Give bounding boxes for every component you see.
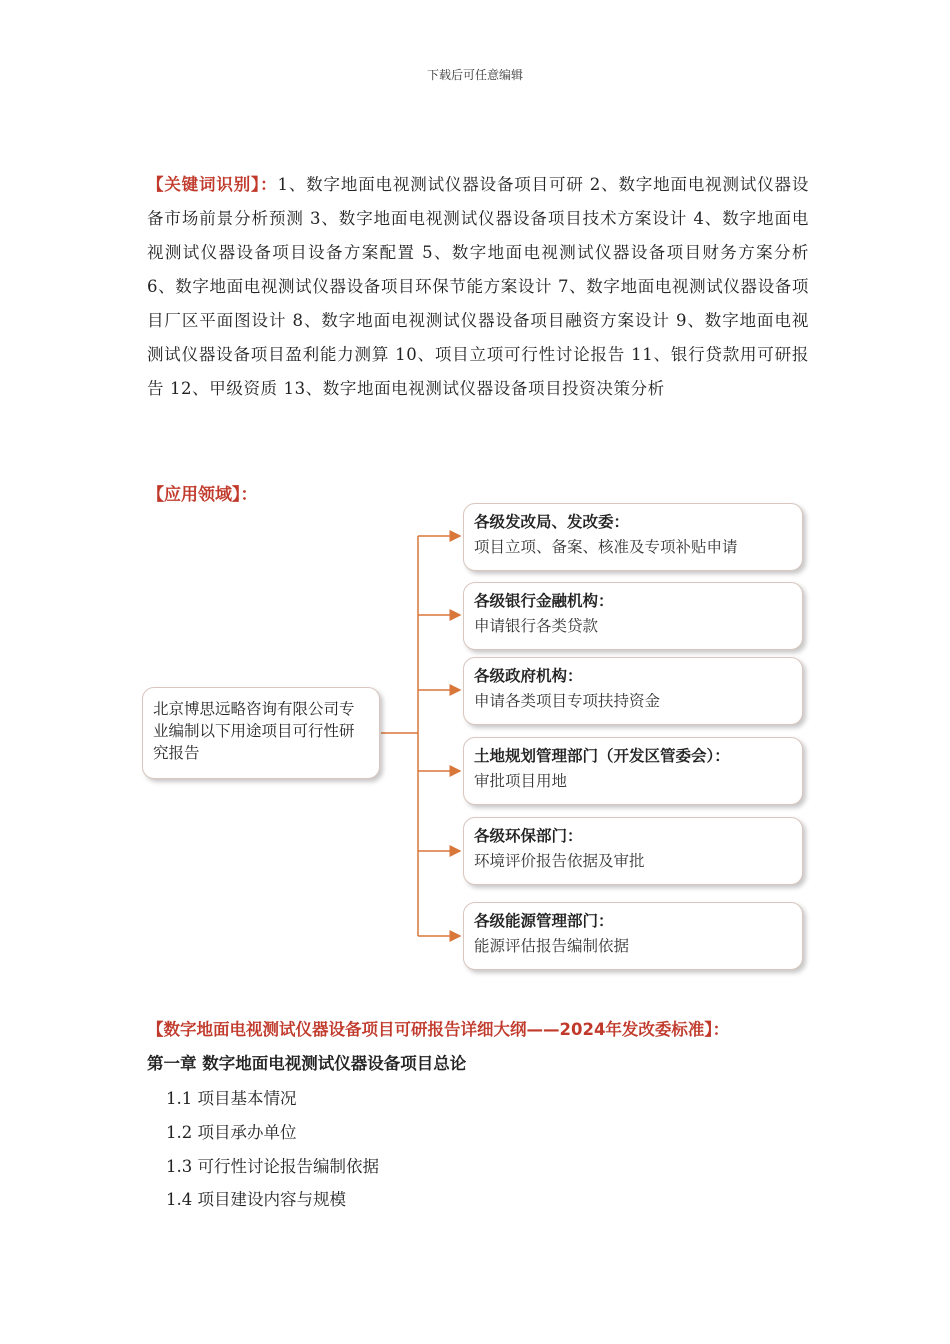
outline-title: 【数字地面电视测试仪器设备项目可研报告详细大纲——2024年发改委标准】： [147, 1020, 730, 1039]
outline-item: 1.1 项目基本情况 [166, 1089, 297, 1108]
keywords-text: 1、数字地面电视测试仪器设备项目可研 2、数字地面电视测试仪器设备市场前景分析预测 3、数字地面电视测试仪器设备项目技术方案设计 4、数字地面电视测试仪器设备项目设备方案配置 5、数字地面电视测试仪器设备项目财务方案分析 6、数字地面电视测试仪器设备项目环保节能方案设计 7、数字地面电视测试仪器设备项目厂区平面图设计 8、数字地面电视测试仪器设备项目融资方案设计 9、数字地面电视测试仪器设备项目盈利能力测算 10、项目立项可行性讨论报告 11、银行贷款用可研报告 12、甲级资质 13、数字地面电视测试仪器设备项目投资决策分析 [147, 175, 809, 398]
target-box-bank [463, 582, 803, 650]
header-note: 下载后可任意编辑 [426, 68, 523, 82]
target-desc: 能源评估报告编制依据 [474, 937, 630, 955]
target-box-ndrc [463, 503, 803, 571]
target-title: 土地规划管理部门（开发区管委会）： [474, 747, 730, 765]
target-desc: 审批项目用地 [474, 772, 568, 790]
application-label: 【应用领域】： [147, 485, 258, 505]
target-title: 各级能源管理部门： [474, 912, 614, 930]
target-box-energy [463, 902, 803, 970]
target-title: 各级政府机构： [474, 667, 583, 685]
target-desc: 环境评价报告依据及审批 [474, 852, 645, 870]
target-desc: 项目立项、备案、核准及专项补贴申请 [474, 538, 738, 556]
source-box: 北京博思远略咨询有限公司专业编制以下用途项目可行性研究报告 [142, 687, 380, 779]
chapter-title: 第一章 数字地面电视测试仪器设备项目总论 [147, 1054, 467, 1073]
target-title: 各级银行金融机构： [474, 592, 614, 610]
keywords-paragraph [147, 168, 809, 406]
target-title: 各级环保部门： [474, 827, 583, 845]
target-box-environment [463, 817, 803, 885]
outline-item: 1.2 项目承办单位 [166, 1123, 297, 1142]
keywords-label: 【关键词识别】： [147, 175, 278, 194]
target-box-land [463, 737, 803, 805]
target-title: 各级发改局、发改委： [474, 513, 630, 531]
target-desc: 申请各类项目专项扶持资金 [474, 692, 661, 710]
target-desc: 申请银行各类贷款 [474, 617, 599, 635]
outline-item: 1.3 可行性讨论报告编制依据 [166, 1157, 379, 1176]
target-box-government [463, 657, 803, 725]
outline-item: 1.4 项目建设内容与规模 [166, 1190, 346, 1209]
